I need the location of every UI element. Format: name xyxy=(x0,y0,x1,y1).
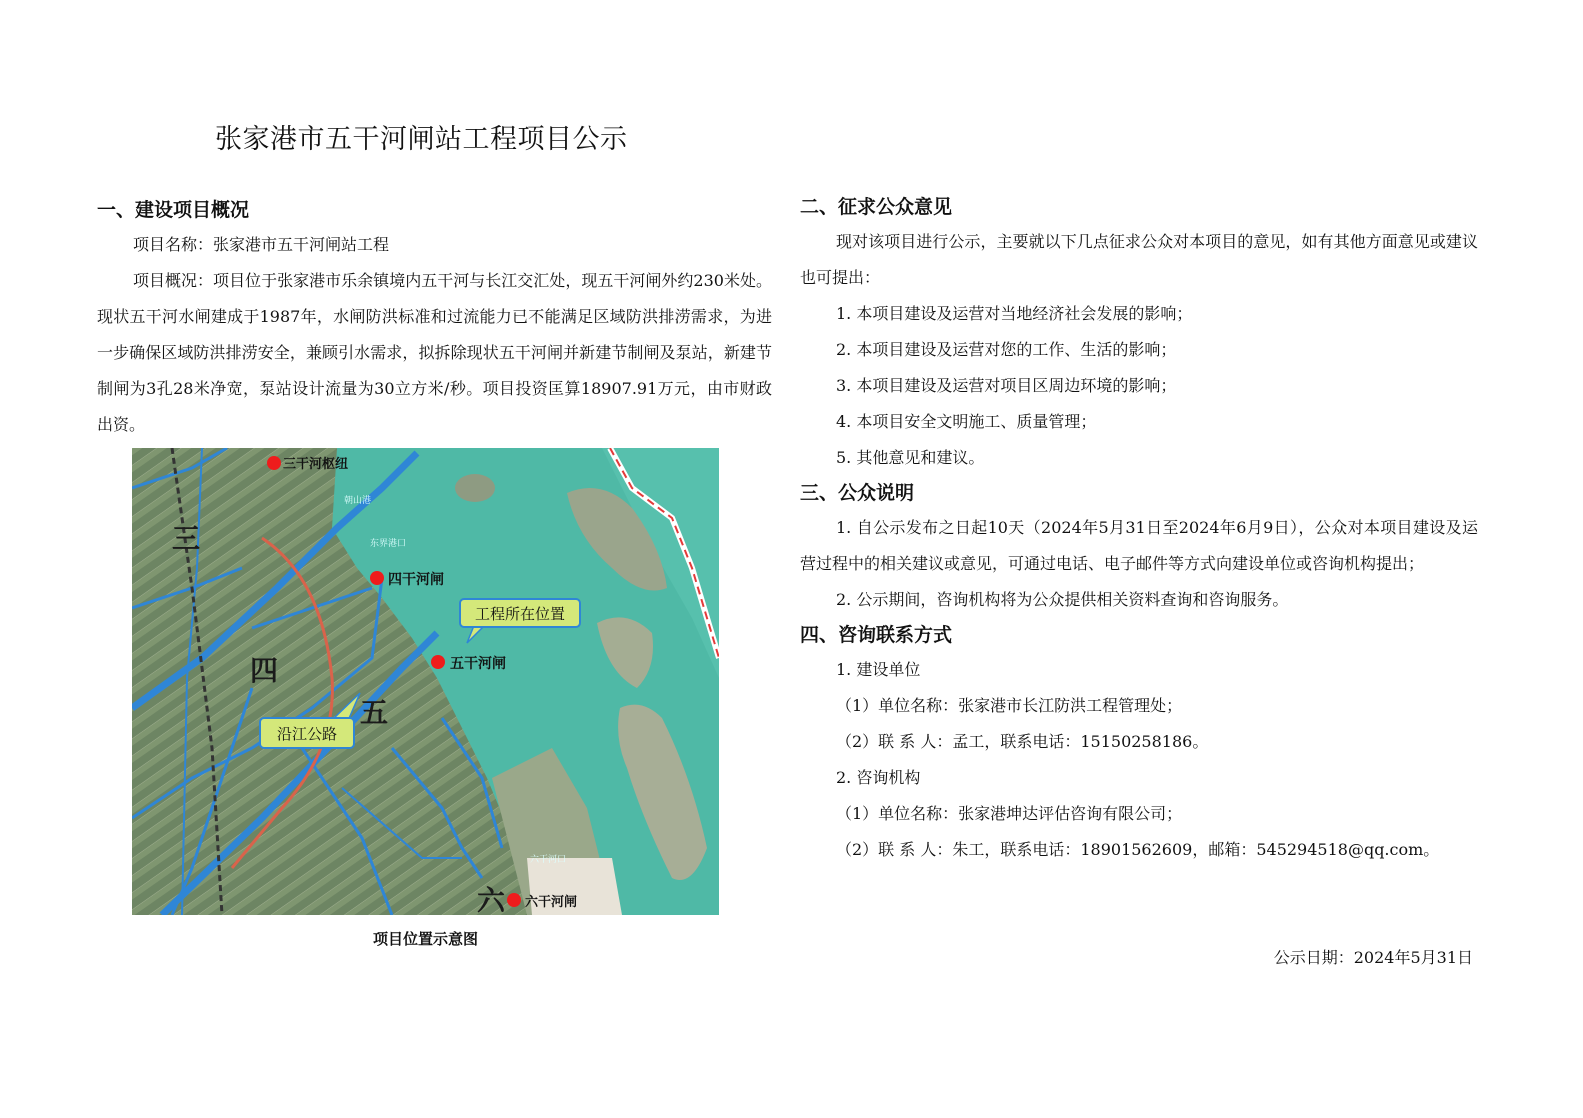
list-item: 3. 本项目建设及运营对项目区周边环境的影响； xyxy=(836,376,1177,395)
section-public-opinion xyxy=(800,190,1478,868)
svg-text:四干河闸: 四干河闸 xyxy=(388,572,444,588)
consult-contact: （2）联 系 人：朱工，联系电话：18901562609，邮箱：545294518@qq.com。 xyxy=(836,840,1440,859)
map-image xyxy=(132,448,719,915)
section-3-heading: 三、公众说明 xyxy=(800,482,915,504)
consult-name: （1）单位名称：张家港坤达评估咨询有限公司； xyxy=(836,804,1183,823)
section-2-intro: 现对该项目进行公示，主要就以下几点征求公众对本项目的意见，如有其他方面意见或建议也可提出： xyxy=(800,232,1478,287)
section-3-item-1: 1. 自公示发布之日起10天（2024年5月31日至2024年6月9日），公众对本项目建设及运营过程中的相关建议或意见，可通过电话、电子邮件等方式向建设单位或咨询机构提出； xyxy=(800,518,1478,573)
svg-text:工程所在位置: 工程所在位置 xyxy=(474,605,566,623)
map-caption: 项目位置示意图 xyxy=(372,930,478,948)
section-1-heading: 一、建设项目概况 xyxy=(97,199,250,221)
section-2-heading: 二、征求公众意见 xyxy=(800,196,953,218)
consult-heading: 2. 咨询机构 xyxy=(836,768,921,787)
list-item: 1. 本项目建设及运营对当地经济社会发展的影响； xyxy=(836,304,1193,323)
project-location-map xyxy=(132,448,719,915)
builder-name: （1）单位名称：张家港市长江防洪工程管理处； xyxy=(836,696,1183,715)
map-label-wu: 五 xyxy=(360,696,389,729)
svg-text:六干河闸: 六干河闸 xyxy=(525,895,578,910)
svg-text:三干河枢纽: 三干河枢纽 xyxy=(283,457,349,472)
builder-heading: 1. 建设单位 xyxy=(836,660,921,679)
list-item: 4. 本项目安全文明施工、质量管理； xyxy=(836,412,1097,431)
page-title: 张家港市五干河闸站工程项目公示 xyxy=(215,124,628,155)
map-label-liu: 六 xyxy=(477,884,506,915)
svg-text:沿江公路: 沿江公路 xyxy=(276,725,338,743)
announcement-date: 公示日期：2024年5月31日 xyxy=(1273,948,1473,967)
builder-contact: （2）联 系 人：孟工，联系电话：15150258186。 xyxy=(836,732,1209,751)
place-label: 东界港口 xyxy=(370,539,407,549)
section-overview xyxy=(97,193,772,443)
island-1 xyxy=(455,474,495,502)
map-label-san: 三 xyxy=(172,522,201,555)
project-overview: 项目概况：项目位于张家港市乐余镇境内五干河与长江交汇处，现五干河闸外约230米处。现状五干河水闸建成于1987年，水闸防洪标准和过流能力已不能满足区域防洪排涝需求，为进一步确保区域防洪排涝安全，兼顾引水需求，拟拆除现状五干河闸并新建节制闸及泵站，新建节制闸为3孔28米净宽，泵站设计流量为30立方米/秒。项目投资匡算18907.91万元，由市财政出资。 xyxy=(97,271,772,434)
svg-text:五干河闸: 五干河闸 xyxy=(450,656,506,672)
place-label: 朝山港 xyxy=(344,496,372,506)
list-item: 2. 本项目建设及运营对您的工作、生活的影响； xyxy=(836,340,1177,359)
section-4-heading: 四、咨询联系方式 xyxy=(800,624,953,646)
project-name: 项目名称：张家港市五干河闸站工程 xyxy=(133,235,390,254)
map-label-si: 四 xyxy=(250,654,279,687)
section-3-item-2: 2. 公示期间，咨询机构将为公众提供相关资料查询和咨询服务。 xyxy=(836,590,1289,609)
list-item: 5. 其他意见和建议。 xyxy=(836,448,985,467)
place-label: 六干河口 xyxy=(530,855,567,865)
